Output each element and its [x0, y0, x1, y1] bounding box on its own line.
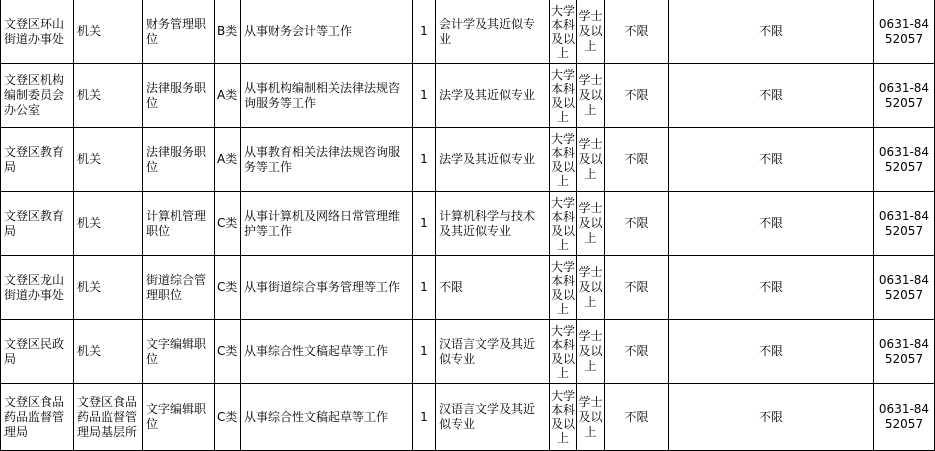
- duties-cell: 从事机构编制相关法律法规咨询服务等工作: [241, 64, 413, 128]
- education-cell: 大学本科及以上: [550, 64, 577, 128]
- requirement-cell: 不限: [669, 320, 874, 384]
- education-cell: 大学本科及以上: [550, 320, 577, 384]
- requirement-cell: 不限: [605, 320, 669, 384]
- requirement-cell: 不限: [605, 256, 669, 320]
- position-cell: 计算机管理职位: [143, 192, 215, 256]
- phone-cell: 0631-8452057: [874, 128, 935, 192]
- major-cell: 不限: [436, 256, 550, 320]
- degree-cell: 学士及以上: [577, 128, 605, 192]
- position-cell: 文字编辑职位: [143, 320, 215, 384]
- position-cell: 财务管理职位: [143, 0, 215, 64]
- table-row: [1, 192, 935, 256]
- unit-cell: 文登区环山街道办事处: [1, 0, 74, 64]
- requirement-cell: 不限: [669, 192, 874, 256]
- major-cell: 会计学及其近似专业: [436, 0, 550, 64]
- table-row: [1, 128, 935, 192]
- category-cell: C类: [215, 256, 241, 320]
- unit-cell: 文登区教育局: [1, 128, 74, 192]
- requirement-cell: 不限: [605, 64, 669, 128]
- table-row: [1, 320, 935, 384]
- major-cell: 法学及其近似专业: [436, 64, 550, 128]
- unit-cell: 文登区教育局: [1, 192, 74, 256]
- unit-type-cell: 机关: [74, 256, 143, 320]
- degree-cell: 学士及以上: [577, 64, 605, 128]
- unit-type-cell: 机关: [74, 192, 143, 256]
- count-cell: 1: [413, 0, 436, 64]
- category-cell: A类: [215, 64, 241, 128]
- duties-cell: 从事计算机及网络日常管理维护等工作: [241, 192, 413, 256]
- unit-cell: 文登区食品药品监督管理局: [1, 384, 74, 451]
- count-cell: 1: [413, 256, 436, 320]
- unit-type-cell: 文登区食品药品监督管理局基层所: [74, 384, 143, 451]
- requirement-cell: 不限: [605, 384, 669, 451]
- requirement-cell: 不限: [669, 256, 874, 320]
- unit-type-cell: 机关: [74, 320, 143, 384]
- phone-cell: 0631-8452057: [874, 64, 935, 128]
- major-cell: 汉语言文学及其近似专业: [436, 320, 550, 384]
- requirement-cell: 不限: [605, 128, 669, 192]
- duties-cell: 从事财务会计等工作: [241, 0, 413, 64]
- unit-type-cell: 机关: [74, 128, 143, 192]
- position-cell: 街道综合管理职位: [143, 256, 215, 320]
- degree-cell: 学士及以上: [577, 384, 605, 451]
- degree-cell: 学士及以上: [577, 192, 605, 256]
- count-cell: 1: [413, 128, 436, 192]
- major-cell: 汉语言文学及其近似专业: [436, 384, 550, 451]
- education-cell: 大学本科及以上: [550, 384, 577, 451]
- count-cell: 1: [413, 320, 436, 384]
- unit-cell: 文登区龙山街道办事处: [1, 256, 74, 320]
- education-cell: 大学本科及以上: [550, 0, 577, 64]
- category-cell: B类: [215, 0, 241, 64]
- phone-cell: 0631-8452057: [874, 256, 935, 320]
- phone-cell: 0631-8452057: [874, 384, 935, 451]
- position-cell: 法律服务职位: [143, 64, 215, 128]
- duties-cell: 从事综合性文稿起草等工作: [241, 320, 413, 384]
- table-row: [1, 0, 935, 64]
- requirement-cell: 不限: [669, 128, 874, 192]
- table-row: [1, 384, 935, 451]
- category-cell: C类: [215, 320, 241, 384]
- duties-cell: 从事教育相关法律法规咨询服务等工作: [241, 128, 413, 192]
- education-cell: 大学本科及以上: [550, 128, 577, 192]
- requirement-cell: 不限: [669, 384, 874, 451]
- unit-type-cell: 机关: [74, 0, 143, 64]
- major-cell: 计算机科学与技术及其近似专业: [436, 192, 550, 256]
- count-cell: 1: [413, 192, 436, 256]
- category-cell: A类: [215, 128, 241, 192]
- unit-cell: 文登区民政局: [1, 320, 74, 384]
- degree-cell: 学士及以上: [577, 256, 605, 320]
- unit-type-cell: 机关: [74, 64, 143, 128]
- requirement-cell: 不限: [605, 192, 669, 256]
- table-body: [1, 0, 935, 451]
- table-row: [1, 256, 935, 320]
- unit-cell: 文登区机构编制委员会办公室: [1, 64, 74, 128]
- position-cell: 法律服务职位: [143, 128, 215, 192]
- major-cell: 法学及其近似专业: [436, 128, 550, 192]
- table-row: [1, 64, 935, 128]
- category-cell: C类: [215, 384, 241, 451]
- position-cell: 文字编辑职位: [143, 384, 215, 451]
- education-cell: 大学本科及以上: [550, 256, 577, 320]
- requirement-cell: 不限: [605, 0, 669, 64]
- duties-cell: 从事综合性文稿起草等工作: [241, 384, 413, 451]
- degree-cell: 学士及以上: [577, 0, 605, 64]
- education-cell: 大学本科及以上: [550, 192, 577, 256]
- phone-cell: 0631-8452057: [874, 320, 935, 384]
- count-cell: 1: [413, 384, 436, 451]
- requirement-cell: 不限: [669, 0, 874, 64]
- requirement-cell: 不限: [669, 64, 874, 128]
- degree-cell: 学士及以上: [577, 320, 605, 384]
- phone-cell: 0631-8452057: [874, 0, 935, 64]
- count-cell: 1: [413, 64, 436, 128]
- duties-cell: 从事街道综合事务管理等工作: [241, 256, 413, 320]
- category-cell: C类: [215, 192, 241, 256]
- phone-cell: 0631-8452057: [874, 192, 935, 256]
